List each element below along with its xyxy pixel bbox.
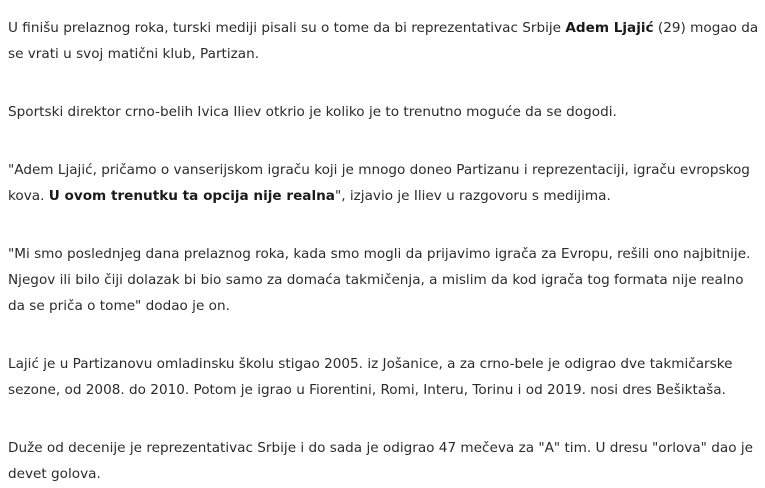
- paragraph-6: Duže od decenije je reprezentativac Srbije i do sada je odigrao 47 mečeva za "A" tim. U dresu "orlova" dao je devet golova.: [8, 440, 753, 482]
- paragraph-3-text-end: ", izjavio je Iliev u razgovoru s medijima.: [334, 188, 611, 204]
- paragraph-1-text-start: U finišu prelaznog roka, turski mediji pisali su o tome da bi reprezentativac Srbije: [8, 20, 566, 36]
- paragraph-3-quote: [8, 157, 760, 209]
- paragraph-5: Lajić je u Partizanovu omladinsku školu stigao 2005. iz Jošanice, a za crno-bele je odigrao dve takmičarske sezone, od 2008. do 2010. Potom je igrao u Fiorentini, Romi, Interu, Torinu i od 2019. nosi dres Bešiktaša.: [8, 356, 733, 398]
- paragraph-4-quote: "Mi smo poslednjeg dana prelaznog roka, kada smo mogli da prijavimo igrača za Evropu, rešili ono najbitnije. Njegov ili bilo čiji dolazak bi bio samo za domaća takmičenja, a mislim da kod igrača tog formata nije realno da se priča o tome" dodao je on.: [8, 246, 751, 314]
- article-body: [8, 15, 760, 487]
- paragraph-1-text-end: (29) mogao da se vrati u svoj matični klub, Partizan.: [8, 20, 759, 62]
- paragraph-2: Sportski direktor crno-belih Ivica Iliev otkrio je koliko je to trenutno moguće da se dogodi.: [8, 104, 617, 120]
- player-name-highlight: Adem Ljajić: [565, 20, 654, 36]
- paragraph-3-text-start: "Adem Ljajić, pričamo o vanserijskom igraču koji je mnogo doneo Partizanu i reprezentaciji, igraču evropskog kova.: [8, 162, 750, 204]
- quote-highlight: U ovom trenutku ta opcija nije realna: [48, 188, 335, 204]
- paragraph-1: [8, 15, 760, 67]
